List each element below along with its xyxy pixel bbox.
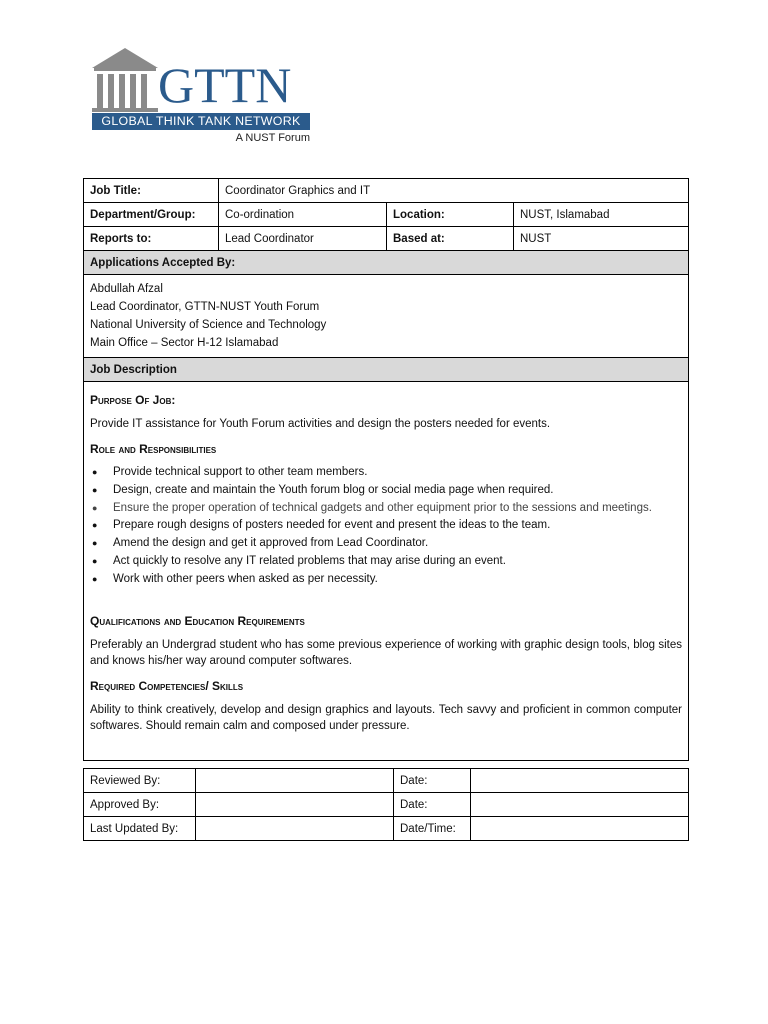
competencies-text: Ability to think creatively, develop and design graphics and layouts. Tech savvy and proficient in common computer softwares. Should remain calm and composed under pressure.: [90, 703, 682, 732]
approved-row: [84, 793, 689, 817]
list-item: ● Ensure the proper operation of technical gadgets and other equipment prior to the sessions and meetings.: [90, 500, 682, 518]
logo-subtitle: A NUST Forum: [235, 132, 310, 144]
updated-label: Last Updated By:: [84, 817, 196, 841]
updated-field[interactable]: [196, 817, 394, 841]
address-line: Lead Coordinator, GTTN-NUST Youth Forum: [90, 301, 320, 313]
location-value: NUST, Islamabad: [514, 203, 689, 227]
job-description-body: [84, 382, 689, 761]
based-value: NUST: [514, 227, 689, 251]
list-item: ● Design, create and maintain the Youth forum blog or social media page when required.: [90, 482, 682, 500]
purpose-heading: Purpose Of Job:: [90, 393, 176, 407]
department-row: [84, 203, 689, 227]
qualifications-text: Preferably an Undergrad student who has some previous experience of working with graphic design tools, blog sites and knows his/her way around computer softwares.: [90, 638, 682, 667]
reports-value: Lead Coordinator: [219, 227, 387, 251]
reviewed-label: Reviewed By:: [84, 769, 196, 793]
competencies-heading: Required Competencies/ Skills: [90, 678, 244, 693]
date-label: Date:: [394, 793, 471, 817]
building-icon: [92, 48, 158, 112]
department-value: Co-ordination: [219, 203, 387, 227]
reviewed-row: [84, 769, 689, 793]
gttn-logo: [92, 48, 312, 148]
address-line: Abdullah Afzal: [90, 283, 163, 295]
address-line: Main Office – Sector H-12 Islamabad: [90, 337, 279, 349]
list-item: ● Provide technical support to other team members.: [90, 464, 682, 482]
logo-band: GLOBAL THINK TANK NETWORK: [92, 113, 310, 130]
responsibilities-list: [90, 464, 682, 589]
reports-label: Reports to:: [84, 227, 219, 251]
date-label: Date:: [394, 769, 471, 793]
address-line: National University of Science and Technology: [90, 319, 327, 331]
reviewed-field[interactable]: [196, 769, 394, 793]
job-title-row: [84, 179, 689, 203]
job-title-label: Job Title:: [84, 179, 219, 203]
datetime-label: Date/Time:: [394, 817, 471, 841]
approved-label: Approved By:: [84, 793, 196, 817]
reports-row: [84, 227, 689, 251]
qualifications-heading: Qualifications and Education Requirements: [90, 613, 305, 628]
list-item: ● Amend the design and get it approved from Lead Coordinator.: [90, 535, 682, 553]
reviewed-date-field[interactable]: [471, 769, 689, 793]
approved-field[interactable]: [196, 793, 394, 817]
applications-heading: Applications Accepted By:: [84, 251, 689, 275]
list-item: ● Work with other peers when asked as per necessity.: [90, 571, 682, 589]
job-info-table: [83, 178, 689, 761]
applications-address: [84, 275, 689, 358]
list-item: ● Prepare rough designs of posters needed for event and present the ideas to the team.: [90, 517, 682, 535]
role-heading: Role and Responsibilities: [90, 442, 217, 456]
signoff-table: [83, 768, 689, 841]
job-description-row: [84, 382, 689, 761]
purpose-text: Provide IT assistance for Youth Forum activities and design the posters needed for events.: [90, 418, 551, 430]
updated-row: [84, 817, 689, 841]
job-title-value: Coordinator Graphics and IT: [219, 179, 689, 203]
applications-heading-row: [84, 251, 689, 275]
list-item: ● Act quickly to resolve any IT related problems that may arise during an event.: [90, 553, 682, 571]
job-description-heading-row: [84, 358, 689, 382]
updated-datetime-field[interactable]: [471, 817, 689, 841]
job-description-heading: Job Description: [84, 358, 689, 382]
applications-address-row: [84, 275, 689, 358]
location-label: Location:: [387, 203, 514, 227]
approved-date-field[interactable]: [471, 793, 689, 817]
department-label: Department/Group:: [84, 203, 219, 227]
based-label: Based at:: [387, 227, 514, 251]
logo-brand: GTTN: [158, 57, 292, 113]
